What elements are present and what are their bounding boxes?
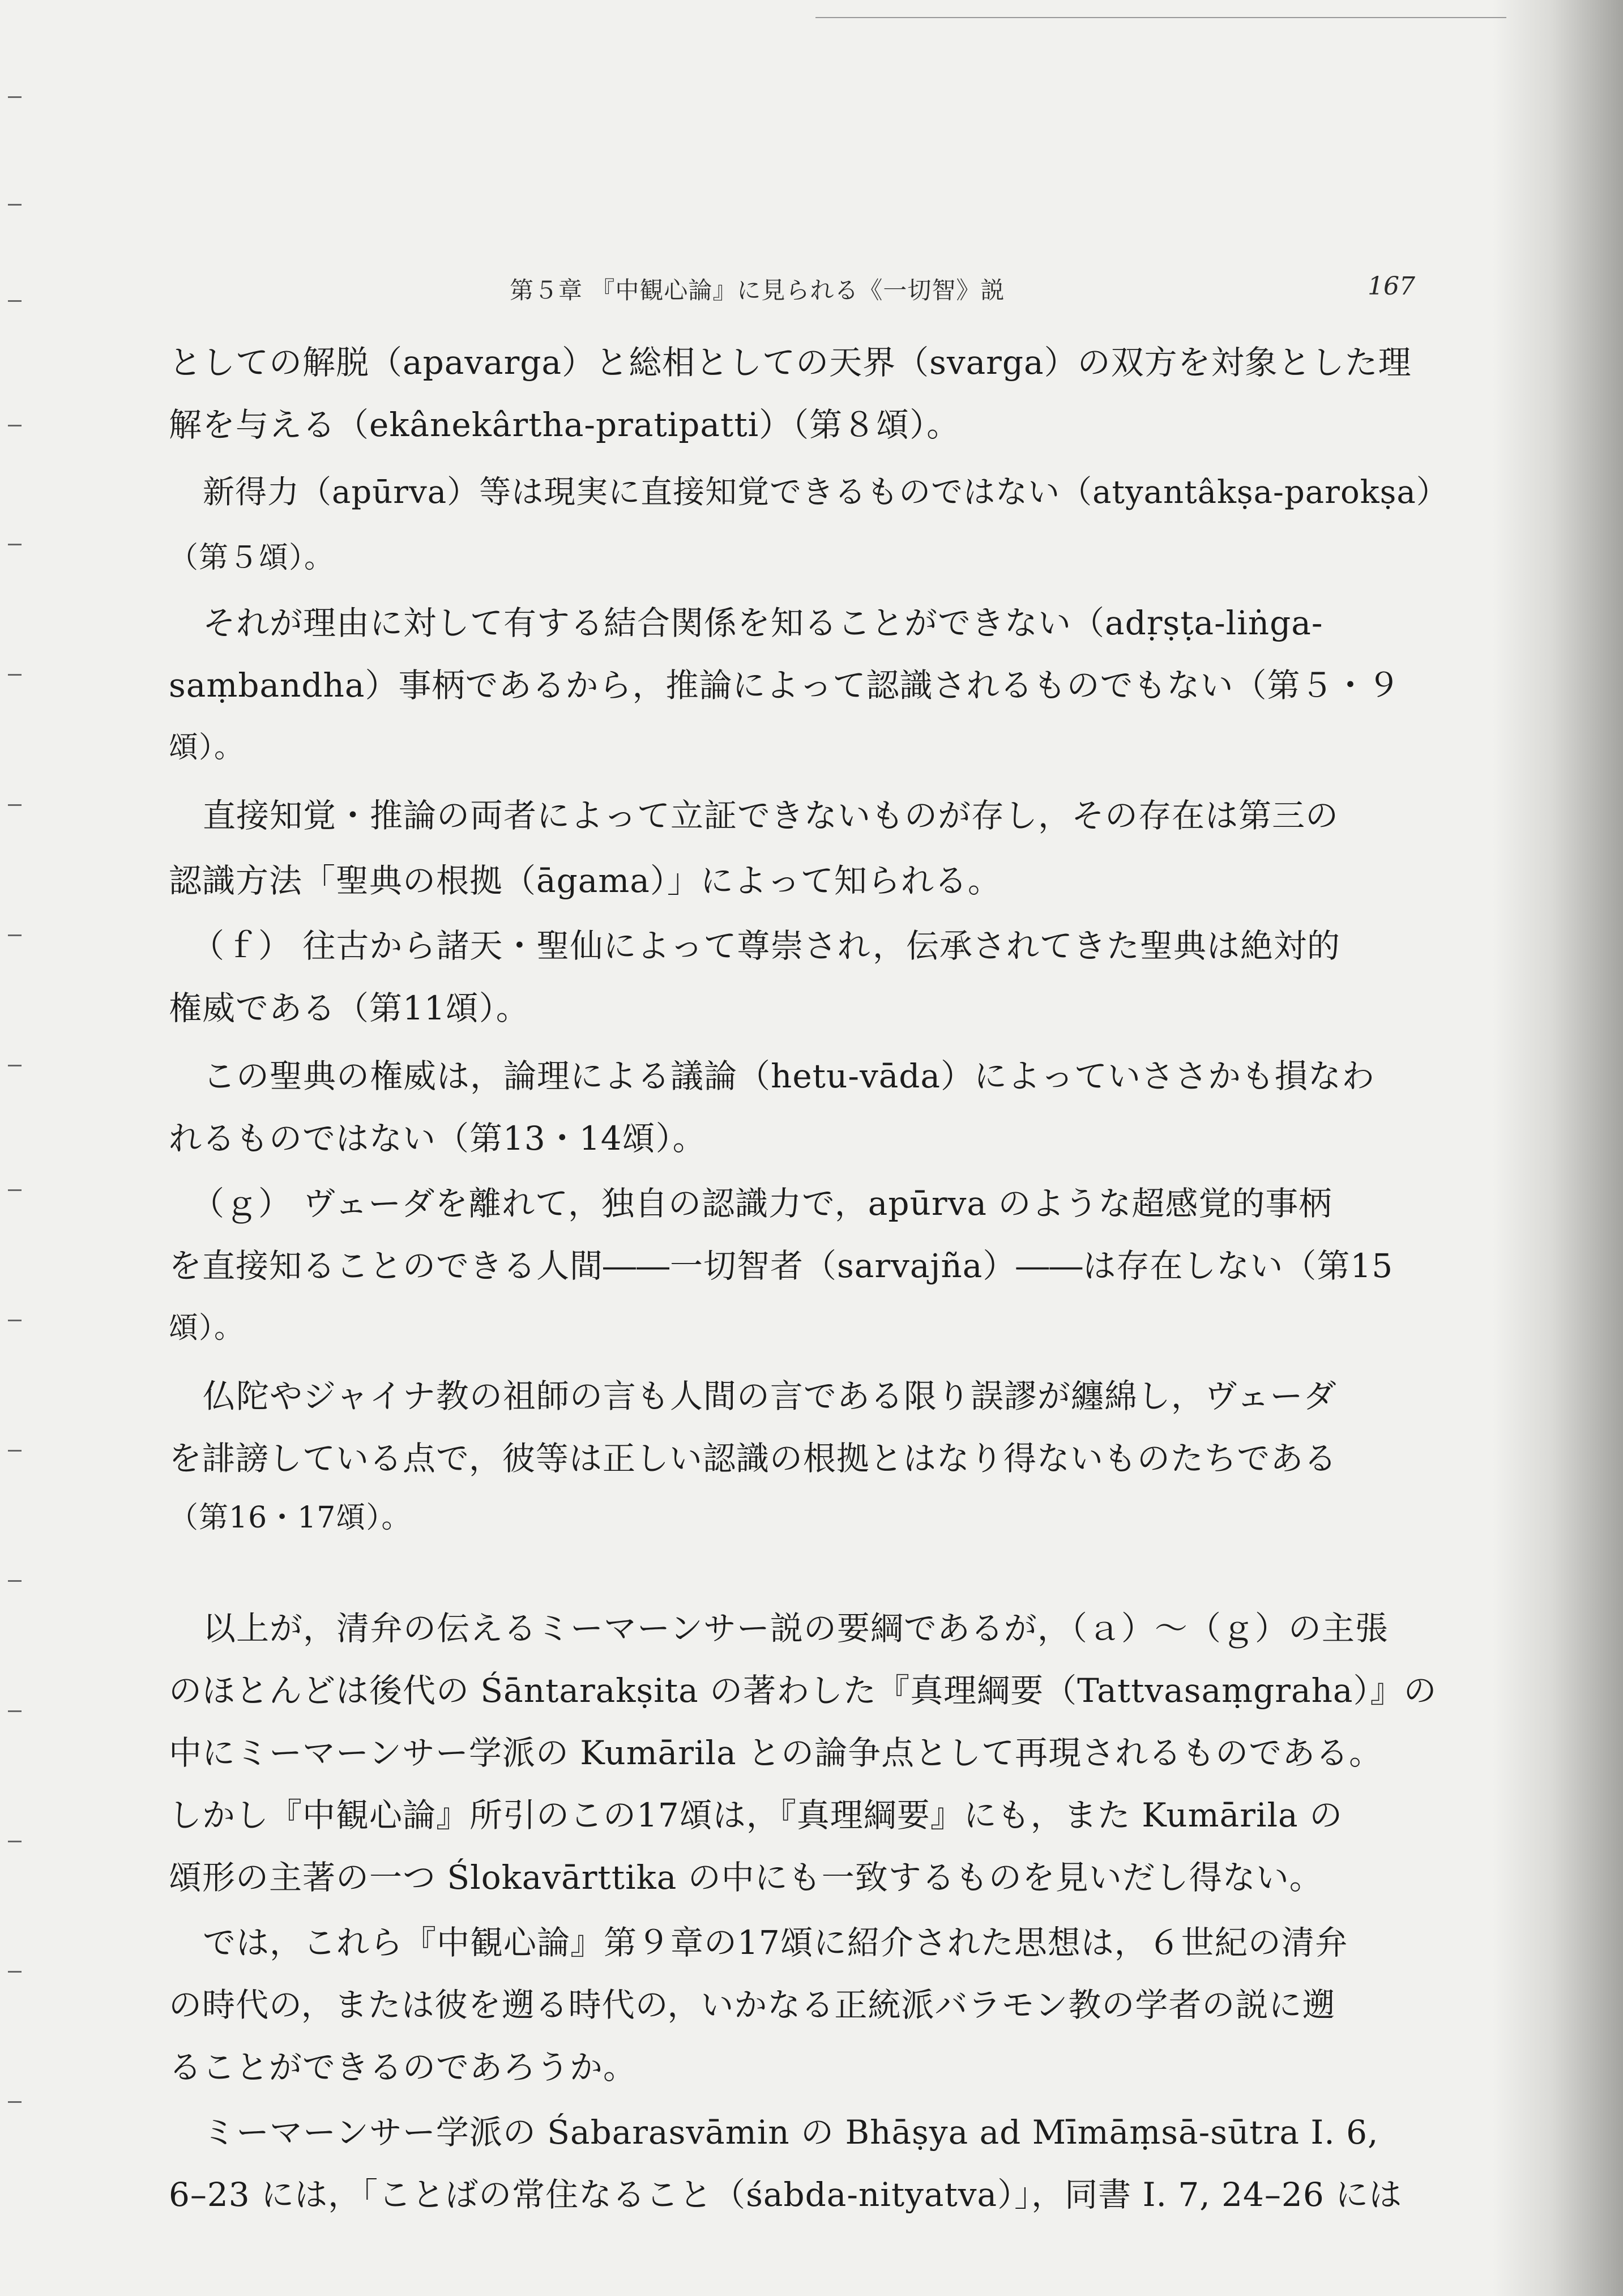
text-line: ミーマーンサー学派の Śabarasvāmin の Bhāṣya ad Mīmāṃsā-sūtra I. 6, [203,2113,1379,2152]
text-line: 中にミーマーンサー学派の Kumārila との論争点として再現されるものである。 [169,1734,1383,1772]
text-line: 権威である（第11頌）。 [169,989,529,1027]
text-line: 頌）。 [169,731,245,765]
text-line: としての解脱（apavarga）と総相としての天界（svarga）の双方を対象とした理 [169,343,1412,382]
text-line: （第５頌）。 [169,541,335,575]
text-line: 6–23 には，「ことばの常住なること（śabda-nityatva）」，同書 I. 7, 24–26 には [169,2175,1403,2214]
text-line: 頌形の主著の一つ Ślokavārttika の中にも一致するものを見いだし得ない。 [169,1858,1323,1897]
text-line: 認識方法「聖典の根拠（āgama）」によって知られる。 [169,861,1001,900]
text-line: 仏陀やジャイナ教の祖師の言も人間の言である限り誤謬が纏綿し，ヴェーダ [203,1377,1337,1415]
text-line: れるものではない（第13・14頌）。 [169,1119,706,1158]
text-line: （第16・17頌）。 [169,1501,412,1535]
text-line: 頌）。 [169,1311,245,1345]
text-line: では，これら『中観心論』第９章の17頌に紹介された思想は，６世紀の清弁 [203,1923,1348,1962]
text-line: の時代の，または彼を遡る時代の，いかなる正統派バラモン教の学者の説に遡 [169,1986,1336,2024]
text-line: ることができるのであろうか。 [169,2048,637,2086]
top-rule [815,17,1506,18]
running-header [510,272,1416,306]
text-line: 解を与える（ekânekârtha-pratipatti）（第８頌）。 [169,406,960,444]
text-line: を直接知ることのできる人間――一切智者（sarvajña）――は存在しない（第15 [169,1247,1394,1285]
text-line: 新得力（apūrva）等は現実に直接知覚できるものではない（atyantâkṣa-parokṣa） [203,474,1449,511]
text-line: のほとんどは後代の Śāntarakṣita の著わした『真理綱要（Tattvasaṃgraha）』の [169,1671,1437,1710]
scan-edge-shadow [1493,0,1623,2296]
text-line: を誹謗している点で，彼等は正しい認識の根拠とはなり得ないものたちである [169,1439,1338,1478]
chapter-title: 第５章 『中観心論』に見られる《一切智》説 [510,276,1005,304]
text-line: しかし『中観心論』所引のこの17頌は，『真理綱要』にも，また Kumārila の [169,1796,1343,1834]
text-line: 直接知覚・推論の両者によって立証できないものが存し，その存在は第三の [203,796,1339,835]
page-number: 167 [1368,272,1415,301]
text-line: この聖典の権威は，論理による議論（hetu-vāda）によっていささかも損なわ [203,1057,1375,1095]
text-line: 以上が，清弁の伝えるミーマーンサー説の要綱であるが，（ａ）～（ｇ）の主張 [203,1609,1389,1648]
text-line: saṃbandha）事柄であるから，推論によって認識されるものでもない（第５・９ [169,666,1401,705]
text-line: （ｇ） ヴェーダを離れて，独自の認識力で，apūrva のような超感覚的事柄 [191,1184,1332,1223]
text-line: （ｆ） 往古から諸天・聖仙によって尊崇され，伝承されてきた聖典は絶対的 [191,927,1340,965]
binding-marks [0,0,34,2296]
text-line: それが理由に対して有する結合関係を知ることができない（adṛṣṭa-liṅga- [203,604,1323,642]
